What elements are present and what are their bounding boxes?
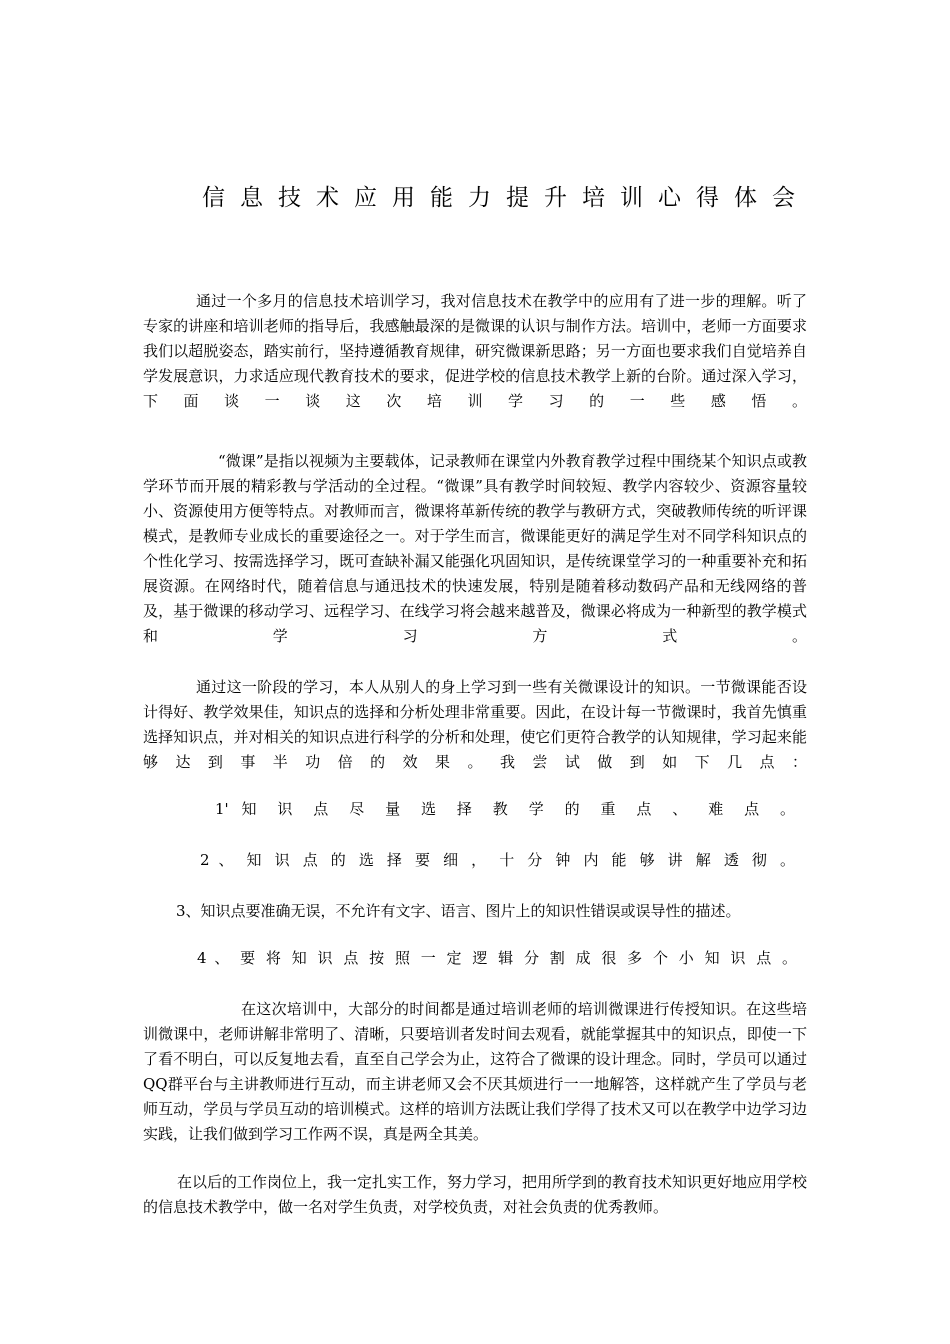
paragraph-microlesson-definition: “微课”是指以视频为主要载体，记录教师在课堂内外教育教学过程中围绕某个知识点或教学环节而开展的精彩教与学活动的全过程。“微课”具有教学时间较短、教学内容较少、资源容量较小、资源使用方便等特点。对教师而言，微课将革新传统的教学与教研方式，突破教师传统的听评课模式，是教师专业成长的重要途径之一。对于学生而言，微课能更好的满足学生对不同学科知识点的个性化学习、按需选择学习，既可查缺补漏又能强化巩固知识，是传统课堂学习的一种重要补充和拓展资源。在网络时代，随着信息与通迅技术的快速发展，特别是随着移动数码产品和无线网络的普及，基于微课的移动学习、远程学习、在线学习将会越来越普及，微课必将成为一种新型的教学模式和学习方式。: [143, 452, 807, 645]
list-item-2: 2 、 知 识 点 的 选 择 要 细 ， 十 分 钟 内 能 够 讲 解 透 彻 。: [200, 851, 795, 869]
list-item-4: 4 、 要 将 知 识 点 按 照 一 定 逻 辑 分 割 成 很 多 个 小 知 识 点 。: [197, 949, 797, 967]
paragraph-training-experience: 在这次培训中，大部分的时间都是通过培训老师的培训微课进行传授知识。在这些培训微课中，老师讲解非常明了、清晰，只要培训者发时间去观看，就能掌握其中的知识点，即使一下了看不明白，可以反复地去看，直至自己学会为止，这符合了微课的设计理念。同时，学员可以通过QQ群平台与主讲教师进行互动，而主讲老师又会不厌其烦进行一一地解答，这样就产生了学员与老师互动，学员与学员互动的培训模式。这样的培训方法既让我们学得了技术又可以在教学中边学习边实践，让我们做到学习工作两不误，真是两全其美。: [143, 1000, 807, 1143]
list-item-3: 3、知识点要准确无误，不允许有文字、语言、图片上的知识性错误或误导性的描述。: [176, 902, 741, 920]
list-item-1: 1' 知 识 点 尽 量 选 择 教 学 的 重 点 、 难 点 。: [215, 800, 795, 818]
paragraph-conclusion: 在以后的工作岗位上，我一定扎实工作，努力学习，把用所学到的教育技术知识更好地应用学校的信息技术教学中，做一名对学生负责，对学校负责，对社会负责的优秀教师。: [143, 1173, 808, 1216]
paragraph-microlesson-design: 通过这一阶段的学习，本人从别人的身上学习到一些有关微课设计的知识。一节微课能否设计得好、教学效果佳，知识点的选择和分析处理非常重要。因此，在设计每一节微课时，我首先慎重选择知识点，并对相关的知识点进行科学的分析和处理，使它们更符合教学的认知规律，学习起来能够达到事半功倍的效果。我尝试做到如下几点：: [143, 678, 807, 771]
paragraph-intro: 通过一个多月的信息技术培训学习，我对信息技术在教学中的应用有了进一步的理解。听了专家的讲座和培训老师的指导后，我感触最深的是微课的认识与制作方法。培训中，老师一方面要求我们以超脱姿态，踏实前行，坚持遵循教育规律，研究微课新思路；另一方面也要求我们自觉培养自学发展意识，力求适应现代教育技术的要求，促进学校的信息技术教学上新的台阶。通过深入学习，下面谈一谈这次培训学习的一些感悟。: [143, 292, 807, 410]
document-title: 信息技术应用能力提升培训心得体会: [202, 185, 810, 211]
